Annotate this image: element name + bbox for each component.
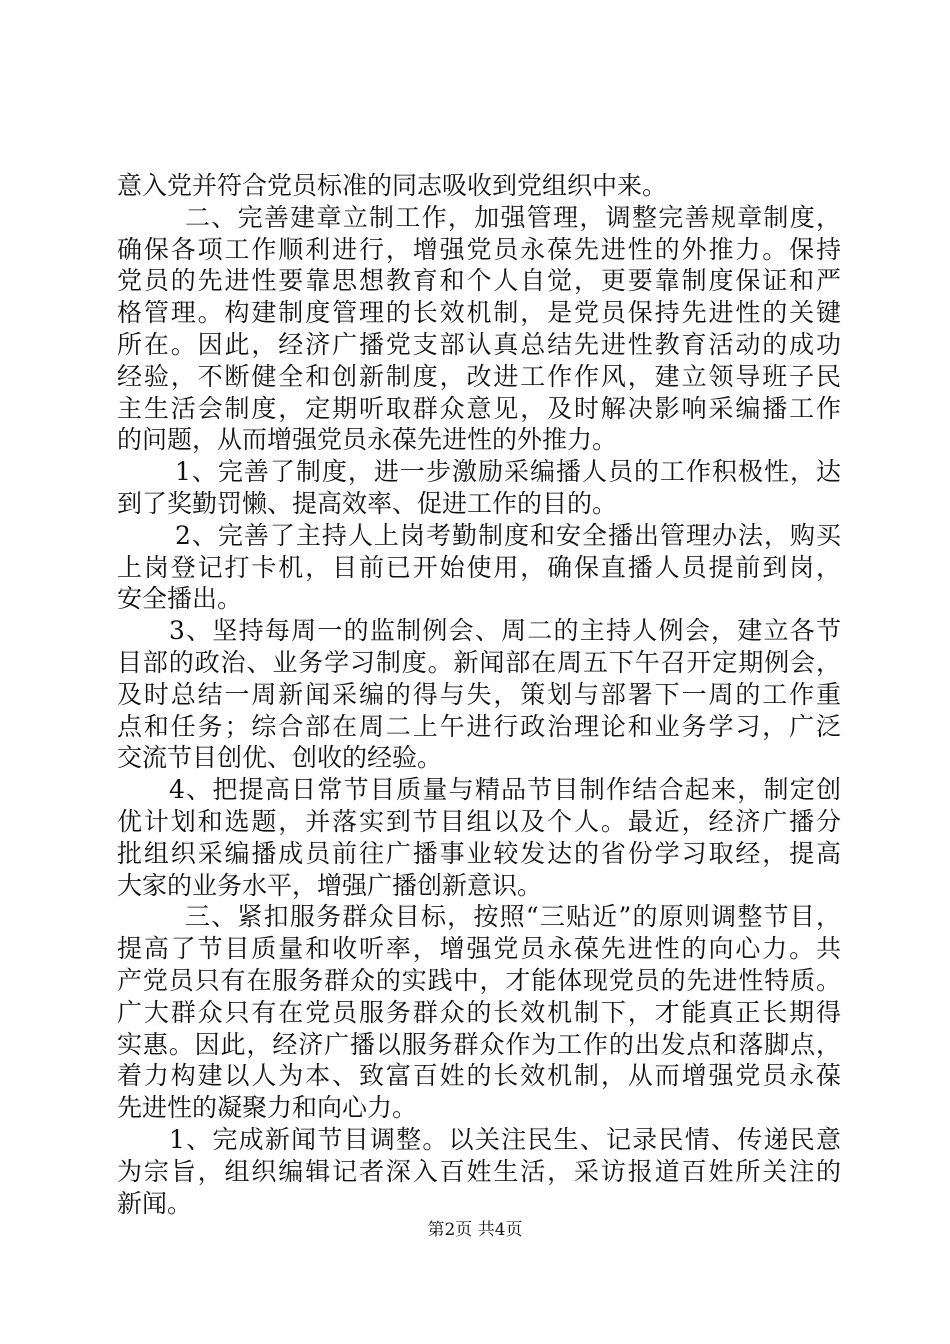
paragraph-line: 3、坚持每周一的监制例会、周二的主持人例会，建立各节 — [169, 616, 841, 646]
paragraph-line: 经验，不断健全和创新制度，改进工作作风，建立领导班子民 — [117, 361, 841, 391]
paragraph-line: 的问题，从而增强党员永葆先进性的外推力。 — [117, 425, 618, 455]
paragraph-line: 确保各项工作顺利进行，增强党员永葆先进性的外推力。保持 — [117, 234, 841, 264]
paragraph-line: 优计划和选题，并落实到节目组以及个人。最近，经济广播分 — [117, 806, 841, 836]
paragraph-line: 广大群众只有在党员服务群众的长效机制下，才能真正长期得 — [117, 997, 841, 1027]
paragraph-line: 着力构建以人为本、致富百姓的长效机制，从而增强党员永葆 — [117, 1061, 841, 1091]
paragraph-line: 4、把提高日常节目质量与精品节目制作结合起来，制定创 — [169, 775, 841, 805]
paragraph-line: 大家的业务水平，增强广播创新意识。 — [117, 870, 543, 900]
paragraph-line: 目部的政治、业务学习制度。新闻部在周五下午召开定期例会， — [117, 647, 841, 677]
page-number-footer: 第2页 共4页 — [427, 1220, 523, 1240]
paragraph-line: 二、完善建章立制工作，加强管理，调整完善规章制度， — [185, 202, 841, 232]
paragraph-line: 上岗登记打卡机，目前已开始使用，确保直播人员提前到岗， — [117, 552, 841, 582]
paragraph-line: 格管理。构建制度管理的长效机制，是党员保持先进性的关键 — [117, 298, 841, 328]
paragraph-line: 为宗旨，组织编辑记者深入百姓生活，采访报道百姓所关注的 — [117, 1156, 841, 1186]
paragraph-line: 先进性的凝聚力和向心力。 — [117, 1093, 418, 1123]
paragraph-line: 1、完成新闻节目调整。以关注民生、记录民情、传递民意 — [169, 1124, 841, 1154]
paragraph-line: 三、紧扣服务群众目标，按照“三贴近”的原则调整节目， — [185, 902, 841, 932]
paragraph-line: 新闻。 — [117, 1188, 193, 1218]
paragraph-line: 主生活会制度，定期听取群众意见，及时解决影响采编播工作 — [117, 393, 841, 423]
paragraph-line: 交流节目创优、创收的经验。 — [117, 743, 443, 773]
paragraph-line: 所在。因此，经济广播党支部认真总结先进性教育活动的成功 — [117, 329, 841, 359]
paragraph-line: 提高了节目质量和收听率，增强党员永葆先进性的向心力。共 — [117, 934, 841, 964]
paragraph-line: 意入党并符合党员标准的同志吸收到党组织中来。 — [117, 171, 668, 200]
paragraph-line: 1、完善了制度，进一步激励采编播人员的工作积极性，达 — [175, 457, 841, 487]
paragraph-line: 到了奖勤罚懒、提高效率、促进工作的目的。 — [117, 488, 618, 518]
paragraph-line: 及时总结一周新闻采编的得与失，策划与部署下一周的工作重 — [117, 679, 841, 709]
paragraph-line: 安全播出。 — [117, 584, 243, 614]
document-body — [117, 170, 841, 1219]
paragraph-line: 批组织采编播成员前往广播事业较发达的省份学习取经，提高 — [117, 838, 841, 868]
paragraph-line: 实惠。因此，经济广播以服务群众作为工作的出发点和落脚点， — [117, 1029, 841, 1059]
paragraph-line: 党员的先进性要靠思想教育和个人自觉，更要靠制度保证和严 — [117, 266, 841, 296]
paragraph-line: 点和任务；综合部在周二上午进行政治理论和业务学习，广泛 — [117, 711, 841, 741]
paragraph-line: 2、完善了主持人上岗考勤制度和安全播出管理办法，购买 — [175, 520, 841, 550]
paragraph-line: 产党员只有在服务群众的实践中，才能体现党员的先进性特质。 — [117, 965, 841, 995]
